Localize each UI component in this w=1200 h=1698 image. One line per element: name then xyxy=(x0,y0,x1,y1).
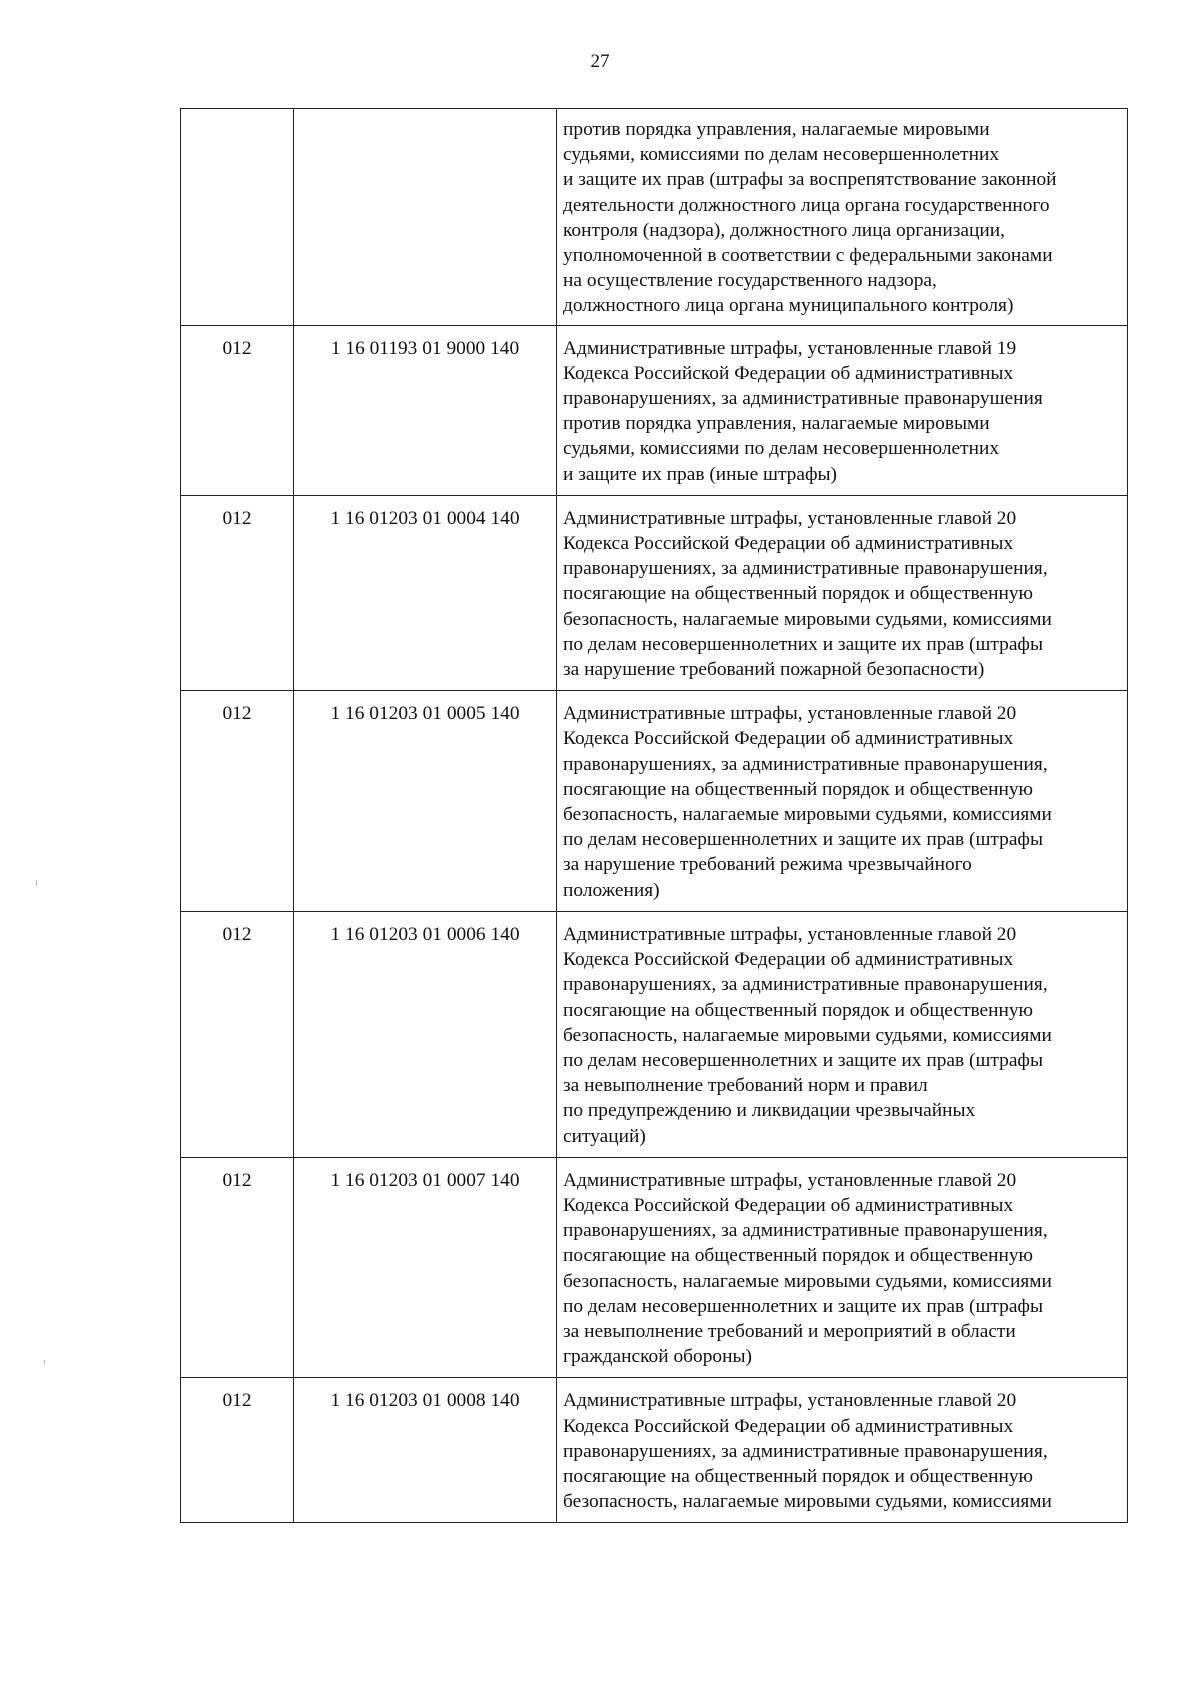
description-line: безопасность, налагаемые мировыми судьями, комиссиями xyxy=(563,1024,1052,1046)
table-row xyxy=(181,911,1128,1157)
description-cell xyxy=(557,691,1128,912)
description-line: по предупреждению и ликвидации чрезвычайных xyxy=(563,1100,976,1122)
table-row xyxy=(181,495,1128,690)
description-cell xyxy=(557,1378,1128,1523)
admin-code-cell: 012 xyxy=(181,691,294,912)
budget-code-cell: 1 16 01203 01 0008 140 xyxy=(294,1378,557,1523)
description-line: Кодекса Российской Федерации об административных xyxy=(563,1415,1014,1437)
description-line: посягающие на общественный порядок и общественную xyxy=(563,583,1034,605)
description-line: на осуществление государственного надзора, xyxy=(563,270,937,292)
description-line: Административные штрафы, установленные главой 20 xyxy=(563,1169,1017,1191)
description-line: Административные штрафы, установленные главой 20 xyxy=(563,507,1017,529)
description-line: безопасность, налагаемые мировыми судьями, комиссиями xyxy=(563,804,1052,826)
description-line: против порядка управления, налагаемые мировыми xyxy=(563,413,990,435)
scan-artifact xyxy=(44,1360,45,1365)
budget-code-cell: 1 16 01203 01 0005 140 xyxy=(294,691,557,912)
description-line: Административные штрафы, установленные главой 20 xyxy=(563,923,1017,945)
description-line: за невыполнение требований и мероприятий в области xyxy=(563,1320,1016,1342)
description-cell xyxy=(557,109,1128,326)
description-line: и защите их прав (иные штрафы) xyxy=(563,463,838,485)
description-line: правонарушениях, за административные правонарушения, xyxy=(563,753,1048,775)
table-row xyxy=(181,109,1128,326)
budget-classification-table xyxy=(180,108,1128,1523)
description-line: посягающие на общественный порядок и общественную xyxy=(563,778,1034,800)
table-row xyxy=(181,1378,1128,1523)
description-line: правонарушениях, за административные правонарушения, xyxy=(563,974,1048,996)
description-line: Административные штрафы, установленные главой 19 xyxy=(563,337,1017,359)
description-line: по делам несовершеннолетних и защите их прав (штрафы xyxy=(563,1049,1044,1071)
description-line: Административные штрафы, установленные главой 20 xyxy=(563,1390,1017,1412)
description-line: по делам несовершеннолетних и защите их прав (штрафы xyxy=(563,1295,1044,1317)
description-line: должностного лица органа муниципального контроля) xyxy=(563,295,1014,317)
description-line: деятельности должностного лица органа государственного xyxy=(563,194,1050,216)
description-line: за нарушение требований пожарной безопасности) xyxy=(563,659,985,681)
table-row xyxy=(181,691,1128,912)
description-cell xyxy=(557,911,1128,1157)
description-line: за невыполнение требований норм и правил xyxy=(563,1075,928,1097)
description-line: посягающие на общественный порядок и общественную xyxy=(563,1245,1034,1267)
budget-code-cell: 1 16 01203 01 0004 140 xyxy=(294,495,557,690)
description-line: правонарушениях, за административные правонарушения, xyxy=(563,1220,1048,1242)
description-cell xyxy=(557,1157,1128,1378)
description-line: судьями, комиссиями по делам несовершеннолетних xyxy=(563,438,1000,460)
description-line: Кодекса Российской Федерации об административных xyxy=(563,728,1014,750)
description-line: гражданской обороны) xyxy=(563,1346,752,1368)
table-body xyxy=(181,109,1128,1523)
description-line: контроля (надзора), должностного лица организации, xyxy=(563,219,1005,241)
description-line: по делам несовершеннолетних и защите их прав (штрафы xyxy=(563,829,1044,851)
page-number: 27 xyxy=(590,51,610,72)
admin-code-cell xyxy=(181,109,294,326)
description-line: положения) xyxy=(563,879,660,901)
description-cell xyxy=(557,495,1128,690)
description-line: против порядка управления, налагаемые мировыми xyxy=(563,119,990,140)
description-line: Административные штрафы, установленные главой 20 xyxy=(563,703,1017,725)
description-line: посягающие на общественный порядок и общественную xyxy=(563,1465,1034,1487)
description-line: правонарушениях, за административные правонарушения xyxy=(563,388,1043,410)
admin-code-cell: 012 xyxy=(181,1157,294,1378)
admin-code-cell: 012 xyxy=(181,325,294,495)
table-row xyxy=(181,325,1128,495)
budget-code-cell: 1 16 01203 01 0007 140 xyxy=(294,1157,557,1378)
description-line: ситуаций) xyxy=(563,1125,646,1147)
description-line: Кодекса Российской Федерации об административных xyxy=(563,949,1014,971)
description-line: правонарушениях, за административные правонарушения, xyxy=(563,558,1048,580)
description-line: посягающие на общественный порядок и общественную xyxy=(563,999,1034,1021)
description-line: правонарушениях, за административные правонарушения, xyxy=(563,1440,1048,1462)
description-line: безопасность, налагаемые мировыми судьями, комиссиями xyxy=(563,1270,1052,1292)
description-cell xyxy=(557,325,1128,495)
admin-code-cell: 012 xyxy=(181,1378,294,1523)
description-line: и защите их прав (штрафы за воспрепятствование законной xyxy=(563,169,1057,191)
admin-code-cell: 012 xyxy=(181,911,294,1157)
description-line: Кодекса Российской Федерации об административных xyxy=(563,362,1014,384)
table-row xyxy=(181,1157,1128,1378)
scan-artifact xyxy=(36,880,37,886)
description-line: за нарушение требований режима чрезвычайного xyxy=(563,854,972,876)
description-line: по делам несовершеннолетних и защите их прав (штрафы xyxy=(563,633,1044,655)
budget-code-cell: 1 16 01203 01 0006 140 xyxy=(294,911,557,1157)
description-line: уполномоченной в соответствии с федеральными законами xyxy=(563,245,1053,267)
description-line: безопасность, налагаемые мировыми судьями, комиссиями xyxy=(563,608,1052,630)
description-line: Кодекса Российской Федерации об административных xyxy=(563,1194,1014,1216)
budget-code-cell: 1 16 01193 01 9000 140 xyxy=(294,325,557,495)
admin-code-cell: 012 xyxy=(181,495,294,690)
description-line: безопасность, налагаемые мировыми судьями, комиссиями xyxy=(563,1491,1052,1513)
description-line: судьями, комиссиями по делам несовершеннолетних xyxy=(563,144,1000,166)
budget-code-cell xyxy=(294,109,557,326)
description-line: Кодекса Российской Федерации об административных xyxy=(563,533,1014,555)
